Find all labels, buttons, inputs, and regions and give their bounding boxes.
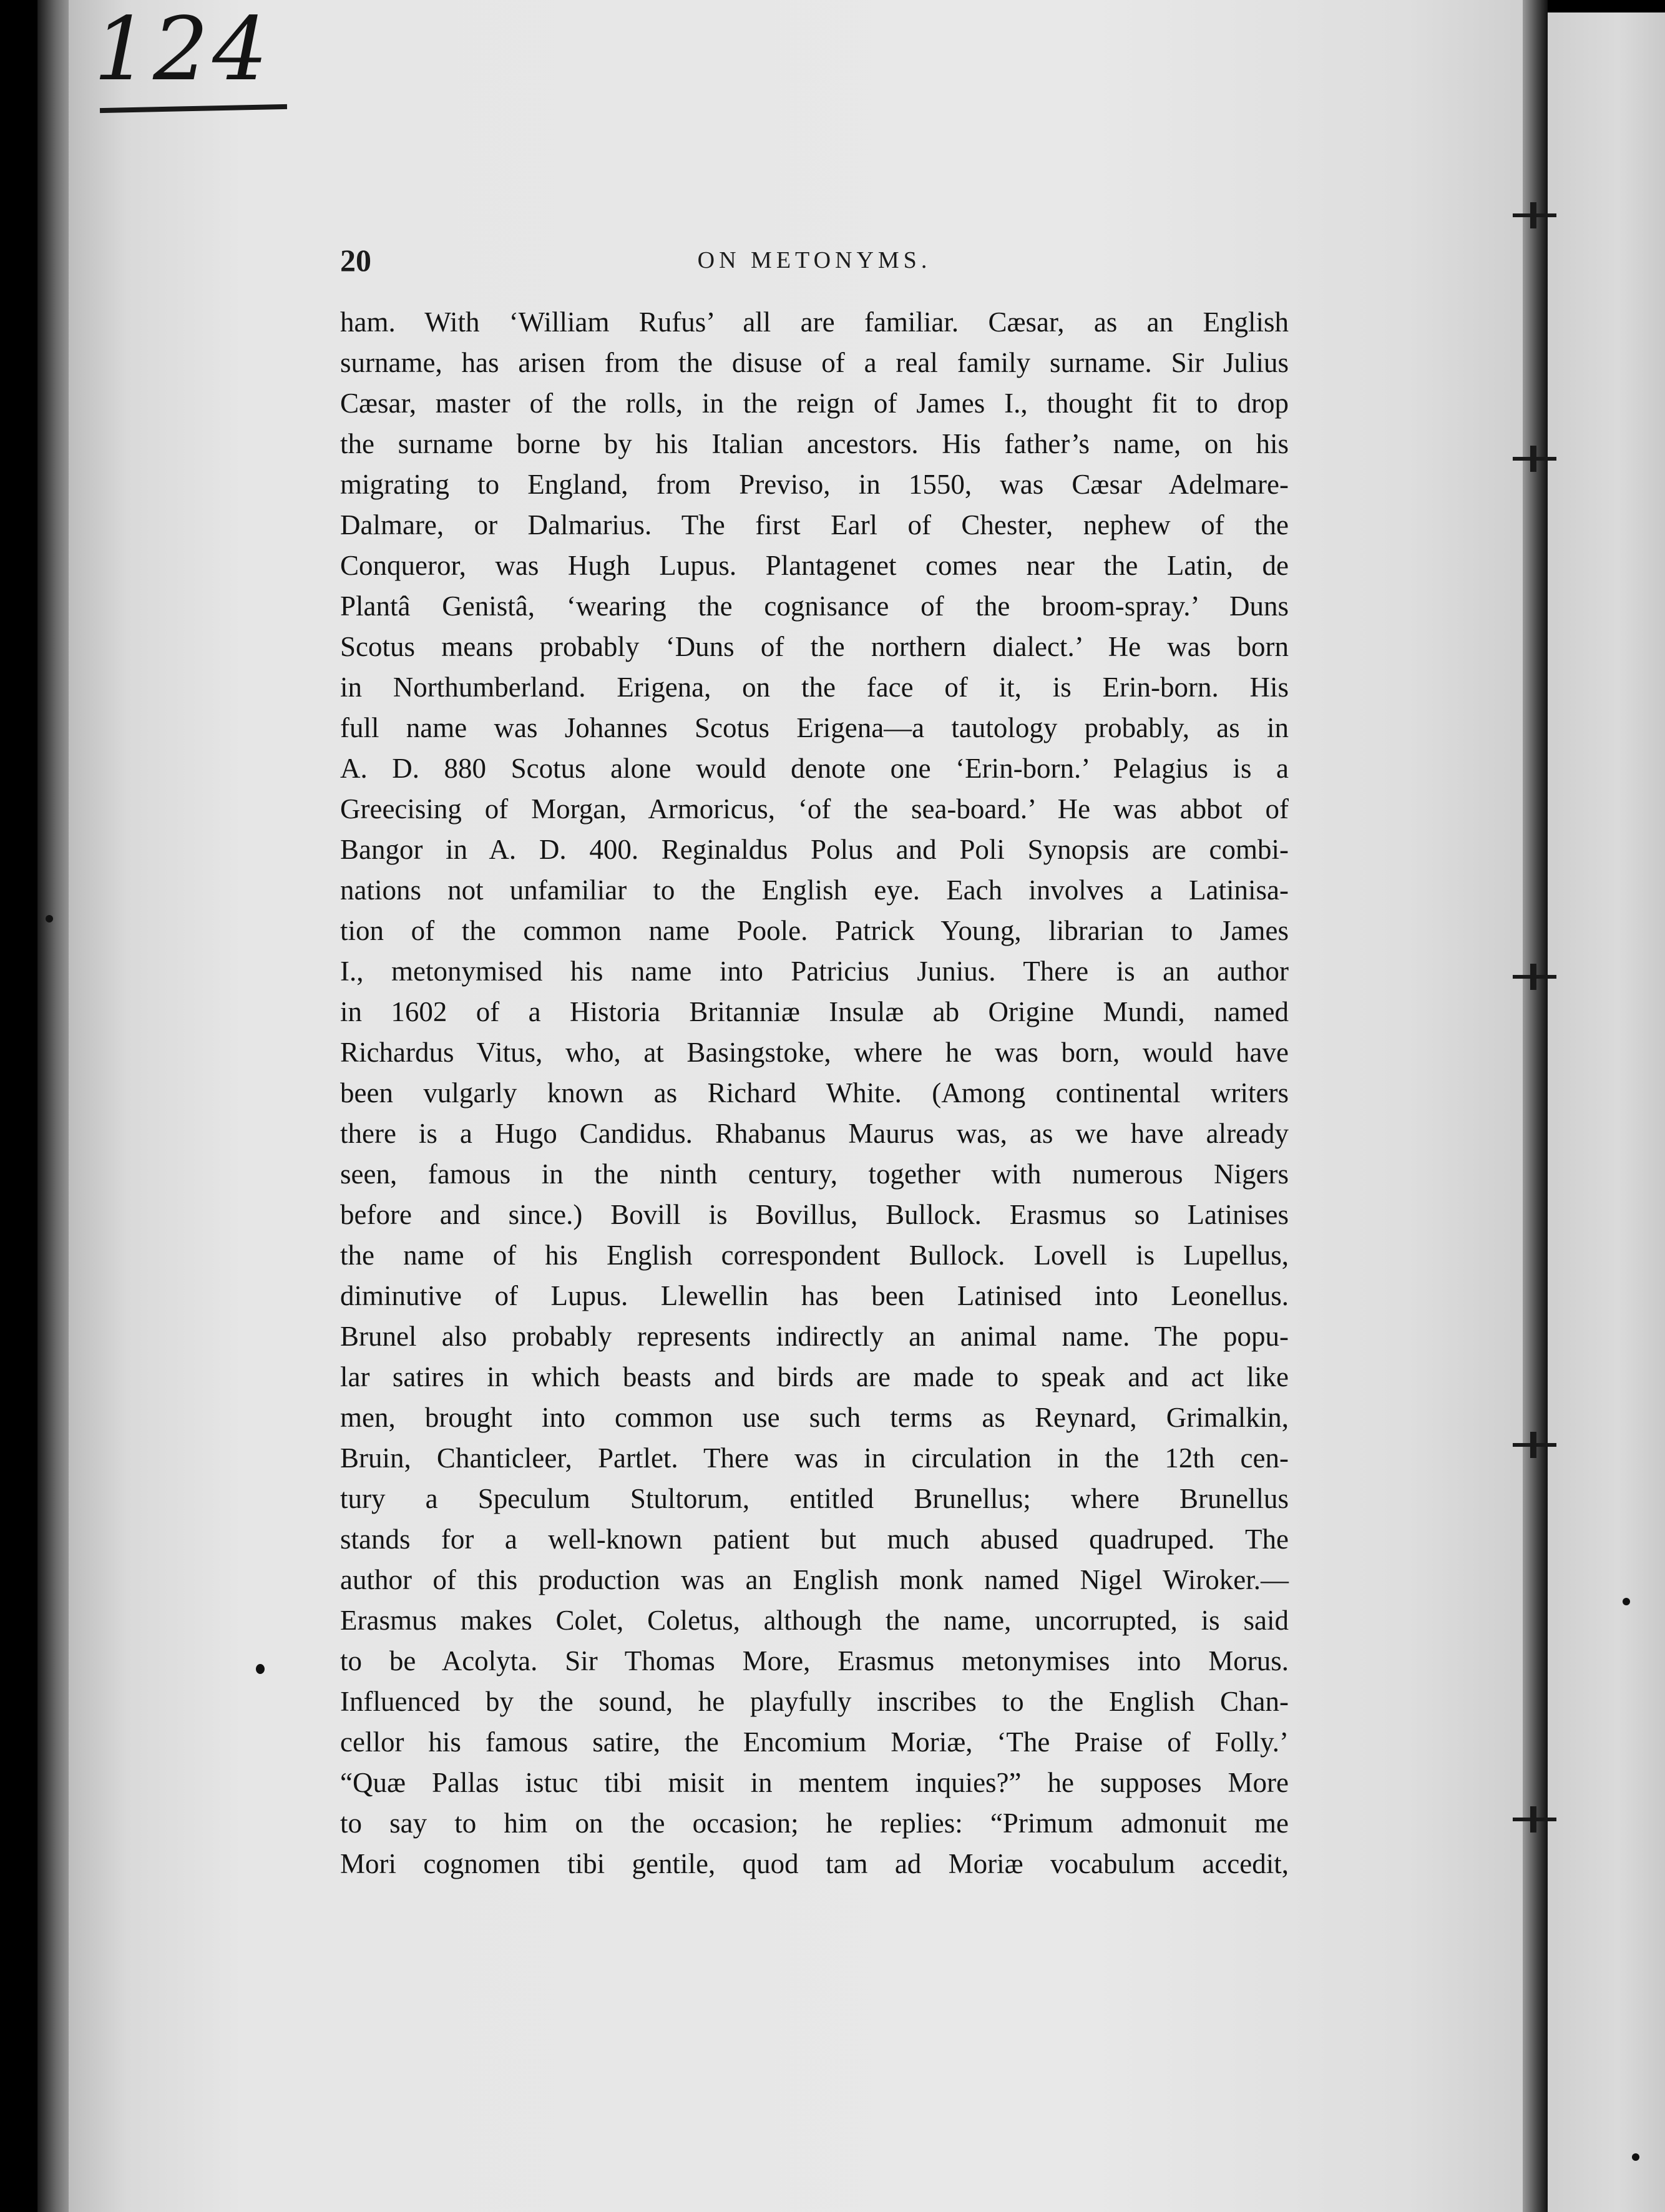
text-line: Dalmare, or Dalmarius. The first Earl of Chester, nephew of the <box>340 509 1289 541</box>
text-line: ham. With ‘William Rufus’ all are familiar. Cæsar, as an English <box>340 306 1289 338</box>
text-line: Bangor in A. D. 400. Reginaldus Polus and Poli Synopsis are combi- <box>340 834 1289 865</box>
text-line: stands for a well-known patient but much abused quadruped. The <box>340 1524 1289 1555</box>
text-line: to say to him on the occasion; he replies: “Primum admonuit me <box>340 1808 1289 1839</box>
ink-speck <box>1623 1598 1630 1605</box>
ink-speck <box>256 1664 265 1674</box>
page-number: 20 <box>340 243 371 278</box>
text-line: the name of his English correspondent Bullock. Lovell is Lupellus, <box>340 1240 1289 1271</box>
facing-page-edge <box>1548 12 1665 2212</box>
text-line: full name was Johannes Scotus Erigena—a tautology probably, as in <box>340 712 1289 743</box>
text-line: in 1602 of a Historia Britanniæ Insulæ ab Origine Mundi, named <box>340 996 1289 1027</box>
text-line: diminutive of Lupus. Llewellin has been Latinised into Leonellus. <box>340 1280 1289 1311</box>
text-line: to be Acolyta. Sir Thomas More, Erasmus metonymises into Morus. <box>340 1645 1289 1676</box>
text-line: Mori cognomen tibi gentile, quod tam ad Moriæ vocabulum accedit, <box>340 1848 1289 1879</box>
text-line: Influenced by the sound, he playfully inscribes to the English Chan- <box>340 1686 1289 1717</box>
text-line: nations not unfamiliar to the English eye. Each involves a Latinisa- <box>340 874 1289 906</box>
text-line: tion of the common name Poole. Patrick Young, librarian to James <box>340 915 1289 946</box>
ink-speck <box>46 915 53 922</box>
ink-speck <box>1632 2153 1639 2161</box>
text-line: surname, has arisen from the disuse of a real family surname. Sir Julius <box>340 347 1289 378</box>
text-line: before and since.) Bovill is Bovillus, Bullock. Erasmus so Latinises <box>340 1199 1289 1230</box>
text-line: migrating to England, from Previso, in 1550, was Cæsar Adelmare- <box>340 469 1289 500</box>
text-line: men, brought into common use such terms as Reynard, Grimalkin, <box>340 1402 1289 1433</box>
text-line: author of this production was an English monk named Nigel Wiroker.— <box>340 1564 1289 1595</box>
handwritten-folio-number: 124 <box>94 0 272 100</box>
text-line: Conqueror, was Hugh Lupus. Plantagenet comes near the Latin, de <box>340 550 1289 581</box>
binding-stitch <box>1513 213 1556 217</box>
text-line: Bruin, Chanticleer, Partlet. There was in circulation in the 12th cen- <box>340 1442 1289 1474</box>
text-line: in Northumberland. Erigena, on the face of it, is Erin-born. His <box>340 672 1289 703</box>
running-title: ON METONYMS. <box>697 247 932 273</box>
text-line: I., metonymised his name into Patricius Junius. There is an author <box>340 956 1289 987</box>
body-text <box>340 302 1289 1884</box>
text-line: Plantâ Genistâ, ‘wearing the cognisance of the broom-spray.’ Duns <box>340 590 1289 622</box>
text-line: cellor his famous satire, the Encomium Moriæ, ‘The Praise of Folly.’ <box>340 1726 1289 1758</box>
text-line: tury a Speculum Stultorum, entitled Brunellus; where Brunellus <box>340 1483 1289 1514</box>
running-head <box>340 238 1289 282</box>
text-line: Brunel also probably represents indirectly an animal name. The popu- <box>340 1321 1289 1352</box>
text-line: Cæsar, master of the rolls, in the reign of James I., thought fit to drop <box>340 388 1289 419</box>
text-line: Erasmus makes Colet, Coletus, although the name, uncorrupted, is said <box>340 1605 1289 1636</box>
text-line: “Quæ Pallas istuc tibi misit in mentem inquies?” he supposes More <box>340 1767 1289 1798</box>
binding-stitch <box>1513 457 1556 461</box>
text-line: Scotus means probably ‘Duns of the northern dialect.’ He was born <box>340 631 1289 662</box>
text-line: seen, famous in the ninth century, together with numerous Nigers <box>340 1158 1289 1190</box>
text-line: been vulgarly known as Richard White. (Among continental writers <box>340 1077 1289 1108</box>
binding-stitch <box>1513 1818 1556 1821</box>
text-line: A. D. 880 Scotus alone would denote one ‘Erin-born.’ Pelagius is a <box>340 753 1289 784</box>
text-line: Richardus Vitus, who, at Basingstoke, where he was born, would have <box>340 1037 1289 1068</box>
text-line: there is a Hugo Candidus. Rhabanus Maurus was, as we have already <box>340 1118 1289 1149</box>
text-line: Greecising of Morgan, Armoricus, ‘of the sea-board.’ He was abbot of <box>340 793 1289 825</box>
binding-gutter <box>1523 0 1548 2212</box>
binding-stitch <box>1513 1443 1556 1447</box>
binding-stitch <box>1513 975 1556 979</box>
text-line: lar satires in which beasts and birds are made to speak and act like <box>340 1361 1289 1392</box>
text-line: the surname borne by his Italian ancestors. His father’s name, on his <box>340 428 1289 459</box>
